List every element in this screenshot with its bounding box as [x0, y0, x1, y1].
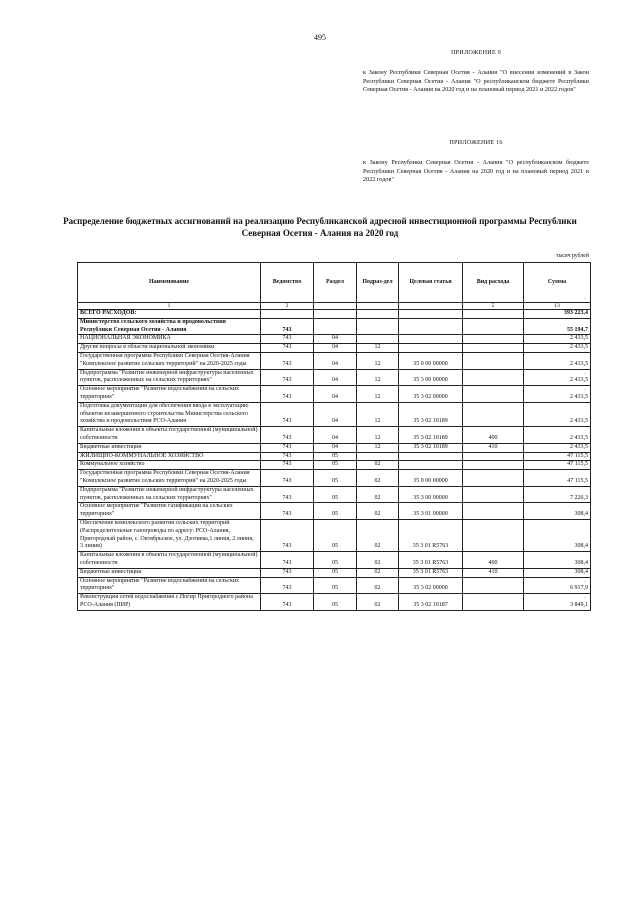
page-number: 495 — [314, 33, 326, 42]
col-header-sum: Сумма — [524, 263, 591, 303]
table-row — [78, 386, 591, 403]
cell-expense-type — [463, 470, 524, 487]
cell-sum: 2 433,5 — [524, 369, 591, 386]
cell-sum: 2 433,5 — [524, 352, 591, 369]
cell-target-article: 35 3 02 10189 — [399, 402, 463, 426]
cell-sum: 55 194,7 — [524, 318, 591, 335]
appendix-16-text: к Закону Республики Северная Осетия - Алания "О республиканском бюджете Республики Северная Осетия - Алания на 2020 год и на плановый период 2021 и 2022 годов" — [363, 159, 589, 183]
cell-target-article: 35 3 02 10189 — [399, 427, 463, 444]
cell-name: Обеспечение комплексного развития сельских территорий (Распределительные газопроводы по адресу: РСО-Алания, Пригородный район, с. Октябрьское, ул. Дзотиева,1 линия, 2 линия, 3 линия) — [78, 519, 261, 551]
cell-razdel: 05 — [314, 486, 357, 503]
table-row — [78, 503, 591, 520]
cell-name: Основное мероприятие "Развитие водоснабжения на сельских территориях" — [78, 577, 261, 594]
budget-table — [77, 262, 591, 611]
cell-name: Подготовка документации для обеспечения ввода в эксплуатацию объектов незавершенного строительства Министерства сельского хозяйства и продовольствия РСО-Алания — [78, 402, 261, 426]
col-header-name: Наименование — [78, 263, 261, 303]
cell-podrazdel: 02 — [357, 519, 399, 551]
cell-sum: 47 115,5 — [524, 470, 591, 487]
cell-podrazdel: 12 — [357, 344, 399, 353]
cell-target-article: 35 3 00 00000 — [399, 369, 463, 386]
cell-target-article — [399, 310, 463, 319]
cell-razdel: 04 — [314, 344, 357, 353]
cell-vedomstvo: 743 — [261, 318, 314, 335]
cell-razdel: 05 — [314, 519, 357, 551]
cell-razdel: 05 — [314, 568, 357, 577]
cell-name: ЖИЛИЩНО-КОММУНАЛЬНОЕ ХОЗЯЙСТВО — [78, 452, 261, 461]
cell-target-article: 35 0 00 00000 — [399, 352, 463, 369]
cell-target-article — [399, 344, 463, 353]
cell-podrazdel: 12 — [357, 369, 399, 386]
cell-sum: 47 115,5 — [524, 452, 591, 461]
cell-sum: 6 917,9 — [524, 577, 591, 594]
appendix-9-block — [363, 49, 589, 94]
cell-podrazdel: 12 — [357, 386, 399, 403]
appendix-9-heading: ПРИЛОЖЕНИЕ 9 — [451, 49, 501, 56]
cell-razdel: 05 — [314, 452, 357, 461]
cell-expense-type — [463, 461, 524, 470]
table-row — [78, 318, 591, 335]
cell-vedomstvo: 743 — [261, 443, 314, 452]
table-row — [78, 344, 591, 353]
cell-sum: 308,4 — [524, 568, 591, 577]
cell-target-article: 35 3 02 10187 — [399, 594, 463, 611]
col-header-vedomstvo: Ведомство — [261, 263, 314, 303]
cell-name: Коммунальное хозяйство — [78, 461, 261, 470]
cell-razdel: 05 — [314, 594, 357, 611]
cell-podrazdel — [357, 310, 399, 319]
cell-vedomstvo: 743 — [261, 461, 314, 470]
col-number — [357, 303, 399, 310]
cell-target-article — [399, 452, 463, 461]
cell-vedomstvo: 743 — [261, 577, 314, 594]
col-header-razdel: Раздел — [314, 263, 357, 303]
cell-target-article: 35 3 02 00000 — [399, 386, 463, 403]
cell-target-article: 35 3 01 00000 — [399, 503, 463, 520]
cell-sum: 2 433,5 — [524, 386, 591, 403]
col-number: 5 — [463, 303, 524, 310]
cell-name: НАЦИОНАЛЬНАЯ ЭКОНОМИКА — [78, 335, 261, 344]
cell-sum: 308,4 — [524, 519, 591, 551]
table-header-row — [78, 263, 591, 303]
cell-razdel: 04 — [314, 386, 357, 403]
appendix-9-text: к Закону Республики Северная Осетия - Алания "О внесении изменений в Закон Республики Северная Осетия - Алания "О республиканском бюджете Республики Северная Осетия - Алания на 2020 год и на плановый период 2021 и 2022 годов" — [363, 69, 589, 93]
cell-name: ВСЕГО РАСХОДОВ: — [78, 310, 261, 319]
cell-target-article — [399, 318, 463, 335]
cell-expense-type — [463, 369, 524, 386]
table-row — [78, 461, 591, 470]
cell-razdel: 05 — [314, 503, 357, 520]
cell-target-article: 35 3 02 10189 — [399, 443, 463, 452]
cell-razdel: 05 — [314, 461, 357, 470]
cell-target-article: 35 3 01 R5763 — [399, 568, 463, 577]
cell-name: Реконструкция сетей водоснабжения с.Ногир Пригородного района РСО-Алания (ПИР) — [78, 594, 261, 611]
cell-sum: 308,4 — [524, 503, 591, 520]
cell-expense-type — [463, 335, 524, 344]
cell-vedomstvo: 743 — [261, 452, 314, 461]
cell-expense-type: 400 — [463, 427, 524, 444]
cell-razdel — [314, 310, 357, 319]
cell-vedomstvo: 743 — [261, 402, 314, 426]
cell-vedomstvo: 743 — [261, 503, 314, 520]
cell-name: Министерство сельского хозяйства и продовольствия Республики Северная Осетия - Алания — [78, 318, 261, 335]
table-row — [78, 568, 591, 577]
cell-name: Государственная программа Республики Северная Осетия-Алания "Комплексное развитие сельских территорий" на 2020-2025 годы — [78, 470, 261, 487]
cell-name: Другие вопросы в области национальной экономики — [78, 344, 261, 353]
table-row — [78, 310, 591, 319]
table-row — [78, 486, 591, 503]
col-header-podrazdel: Подраз-дел — [357, 263, 399, 303]
table-row — [78, 577, 591, 594]
cell-vedomstvo: 743 — [261, 386, 314, 403]
cell-podrazdel: 02 — [357, 577, 399, 594]
cell-name: Основное мероприятие "Развитие газификации на сельских территориях" — [78, 503, 261, 520]
cell-podrazdel — [357, 318, 399, 335]
cell-expense-type: 400 — [463, 552, 524, 569]
table-row — [78, 452, 591, 461]
col-number — [314, 303, 357, 310]
cell-target-article — [399, 461, 463, 470]
table-row — [78, 594, 591, 611]
cell-vedomstvo — [261, 310, 314, 319]
cell-razdel: 04 — [314, 352, 357, 369]
cell-name: Подпрограмма "Развитие инженерной инфраструктуры населенных пунктов, расположенных на сельских территориях" — [78, 486, 261, 503]
table-row — [78, 552, 591, 569]
cell-expense-type — [463, 344, 524, 353]
cell-expense-type — [463, 310, 524, 319]
cell-razdel: 05 — [314, 470, 357, 487]
cell-vedomstvo: 743 — [261, 335, 314, 344]
cell-expense-type — [463, 352, 524, 369]
cell-razdel: 04 — [314, 427, 357, 444]
appendix-16-heading: ПРИЛОЖЕНИЕ 16 — [449, 139, 503, 146]
cell-podrazdel: 12 — [357, 402, 399, 426]
cell-sum: 2 433,5 — [524, 427, 591, 444]
cell-vedomstvo: 743 — [261, 552, 314, 569]
cell-razdel: 04 — [314, 369, 357, 386]
column-number-row — [78, 303, 591, 310]
cell-razdel: 05 — [314, 577, 357, 594]
cell-podrazdel: 02 — [357, 594, 399, 611]
cell-sum: 7 226,3 — [524, 486, 591, 503]
table-row — [78, 470, 591, 487]
cell-sum: 2 433,5 — [524, 402, 591, 426]
cell-sum: 2 433,5 — [524, 443, 591, 452]
cell-expense-type — [463, 503, 524, 520]
cell-target-article: 35 3 01 R5763 — [399, 552, 463, 569]
cell-expense-type: 410 — [463, 568, 524, 577]
cell-razdel: 05 — [314, 552, 357, 569]
cell-razdel: 04 — [314, 402, 357, 426]
col-number — [399, 303, 463, 310]
cell-expense-type — [463, 386, 524, 403]
cell-expense-type — [463, 577, 524, 594]
cell-podrazdel: 12 — [357, 427, 399, 444]
table-row — [78, 402, 591, 426]
cell-vedomstvo: 743 — [261, 470, 314, 487]
cell-name: Подпрограмма "Развитие инженерной инфраструктуры населенных пунктов, расположенных на сельских территориях" — [78, 369, 261, 386]
cell-name: Государственная программа Республики Северная Осетия-Алания "Комплексное развитие сельских территорий" на 2020-2025 годы — [78, 352, 261, 369]
cell-sum: 3 849,1 — [524, 594, 591, 611]
cell-target-article: 35 3 01 R5763 — [399, 519, 463, 551]
cell-podrazdel: 02 — [357, 486, 399, 503]
cell-name: Капитальные вложения в объекты государственной (муниципальной) собственности — [78, 552, 261, 569]
cell-podrazdel — [357, 452, 399, 461]
cell-name: Бюджетные инвестиции — [78, 568, 261, 577]
cell-name: Бюджетные инвестиции — [78, 443, 261, 452]
cell-razdel: 04 — [314, 443, 357, 452]
cell-vedomstvo: 743 — [261, 594, 314, 611]
cell-target-article: 35 3 00 00000 — [399, 486, 463, 503]
cell-target-article: 35 3 02 00000 — [399, 577, 463, 594]
cell-expense-type — [463, 519, 524, 551]
cell-vedomstvo: 743 — [261, 427, 314, 444]
cell-sum: 308,4 — [524, 552, 591, 569]
cell-name: Капитальные вложения в объекты государственной (муниципальной) собственности — [78, 427, 261, 444]
cell-podrazdel — [357, 335, 399, 344]
table-row — [78, 352, 591, 369]
cell-sum: 2 433,5 — [524, 335, 591, 344]
cell-vedomstvo: 743 — [261, 568, 314, 577]
cell-expense-type — [463, 594, 524, 611]
cell-podrazdel: 02 — [357, 503, 399, 520]
cell-podrazdel: 12 — [357, 443, 399, 452]
cell-vedomstvo: 743 — [261, 519, 314, 551]
cell-razdel: 04 — [314, 335, 357, 344]
document-title: Распределение бюджетных ассигнований на реализацию Республиканской адресной инвестиционной программы Республики Северная Осетия - Алания на 2020 год — [63, 216, 577, 238]
col-number: 1 — [78, 303, 261, 310]
table-row — [78, 427, 591, 444]
table-row — [78, 443, 591, 452]
col-number: 2 — [261, 303, 314, 310]
cell-name: Основное мероприятие "Развитие водоснабжения на сельских территориях" — [78, 386, 261, 403]
table-row — [78, 335, 591, 344]
cell-podrazdel: 02 — [357, 552, 399, 569]
cell-podrazdel: 02 — [357, 461, 399, 470]
cell-sum: 2 433,5 — [524, 344, 591, 353]
cell-sum: 47 115,5 — [524, 461, 591, 470]
unit-label: тысяч рублей — [555, 253, 589, 259]
col-header-target-article: Целевая статья — [399, 263, 463, 303]
cell-podrazdel: 02 — [357, 470, 399, 487]
cell-target-article: 35 0 00 00000 — [399, 470, 463, 487]
cell-expense-type — [463, 318, 524, 335]
cell-podrazdel: 02 — [357, 568, 399, 577]
table-row — [78, 519, 591, 551]
cell-sum: 393 223,4 — [524, 310, 591, 319]
cell-target-article — [399, 335, 463, 344]
cell-expense-type: 410 — [463, 443, 524, 452]
cell-razdel — [314, 318, 357, 335]
cell-vedomstvo: 743 — [261, 352, 314, 369]
table-row — [78, 369, 591, 386]
cell-expense-type — [463, 402, 524, 426]
appendix-16-block — [363, 139, 589, 184]
cell-expense-type — [463, 486, 524, 503]
cell-vedomstvo: 743 — [261, 486, 314, 503]
cell-podrazdel: 12 — [357, 352, 399, 369]
col-header-expense-type: Вид расхода — [463, 263, 524, 303]
col-number: 13 — [524, 303, 591, 310]
cell-vedomstvo: 743 — [261, 344, 314, 353]
cell-expense-type — [463, 452, 524, 461]
cell-vedomstvo: 743 — [261, 369, 314, 386]
